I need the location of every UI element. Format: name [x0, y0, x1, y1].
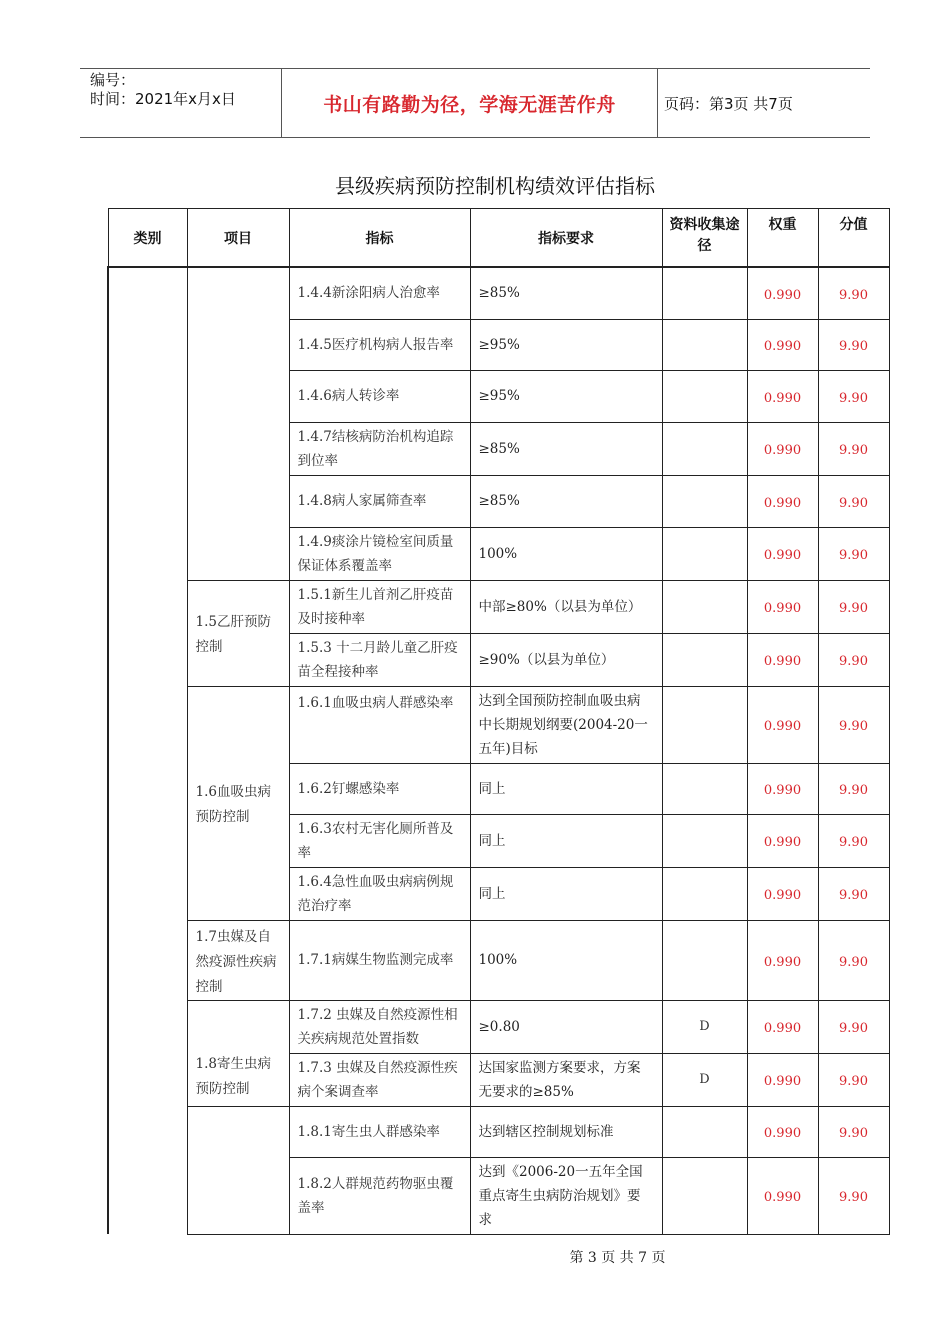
score-cell: 9.90: [818, 1106, 889, 1157]
weight-cell: 0.990: [747, 814, 818, 867]
table-row: [108, 1106, 889, 1157]
document-number: 编号：: [90, 71, 136, 89]
source-cell: [662, 422, 747, 475]
table-row: [108, 267, 889, 319]
table-header-row: [108, 209, 889, 268]
source-cell: D: [662, 1000, 747, 1053]
weight-cell: 0.990: [747, 633, 818, 686]
source-cell: [662, 267, 747, 319]
project-cell-1-8: 1.8寄生虫病预防控制: [187, 1000, 289, 1106]
requirement-cell: 同上: [470, 814, 662, 867]
column-header-indicator: 指标: [289, 209, 470, 268]
header-motto: 书山有路勤为径，学海无涯苦作舟: [281, 69, 658, 137]
score-cell: 9.90: [818, 422, 889, 475]
indicator-cell: 1.4.5医疗机构病人报告率: [289, 319, 470, 370]
requirement-cell: 100%: [470, 920, 662, 1000]
requirement-cell: ≥85%: [470, 475, 662, 527]
source-cell: [662, 920, 747, 1000]
header-meta: [90, 71, 280, 109]
weight-cell: 0.990: [747, 920, 818, 1000]
source-cell: [662, 527, 747, 580]
score-cell: 9.90: [818, 319, 889, 370]
indicator-cell: 1.4.9痰涂片镜检室间质量保证体系覆盖率: [289, 527, 470, 580]
table-row: [108, 920, 889, 1000]
weight-cell: 0.990: [747, 763, 818, 814]
column-header-weight: 权重: [747, 209, 818, 268]
source-cell: [662, 763, 747, 814]
requirement-cell: ≥95%: [470, 370, 662, 422]
requirement-cell: 中部≥80%（以县为单位）: [470, 580, 662, 633]
weight-cell: 0.990: [747, 370, 818, 422]
source-cell: [662, 1157, 747, 1234]
indicator-cell: 1.7.3 虫媒及自然疫源性疾病个案调查率: [289, 1053, 470, 1106]
indicator-cell: 1.4.8病人家属筛查率: [289, 475, 470, 527]
requirement-cell: 同上: [470, 867, 662, 920]
project-cell-1-5: 1.5乙肝预防控制: [187, 580, 289, 686]
indicator-cell: 1.5.3 十二月龄儿童乙肝疫苗全程接种率: [289, 633, 470, 686]
requirement-cell: 达到《2006-20一五年全国重点寄生虫病防治规划》要求: [470, 1157, 662, 1234]
indicator-cell: 1.6.2钉螺感染率: [289, 763, 470, 814]
weight-cell: 0.990: [747, 527, 818, 580]
requirement-cell: ≥85%: [470, 422, 662, 475]
table-row: [108, 1000, 889, 1053]
weight-cell: 0.990: [747, 475, 818, 527]
score-cell: 9.90: [818, 370, 889, 422]
weight-cell: 0.990: [747, 686, 818, 763]
requirement-cell: 达到全国预防控制血吸虫病中长期规划纲要(2004-20一五年)目标: [470, 686, 662, 763]
weight-cell: 0.990: [747, 1053, 818, 1106]
requirement-cell: 100%: [470, 527, 662, 580]
indicator-cell: 1.7.1病媒生物监测完成率: [289, 920, 470, 1000]
source-cell: [662, 319, 747, 370]
indicator-cell: 1.6.3农村无害化厕所普及率: [289, 814, 470, 867]
score-cell: 9.90: [818, 1053, 889, 1106]
indicator-cell: 1.5.1新生儿首剂乙肝疫苗及时接种率: [289, 580, 470, 633]
indicator-cell: 1.6.4急性血吸虫病病例规范治疗率: [289, 867, 470, 920]
source-cell: [662, 633, 747, 686]
indicator-cell: 1.4.7结核病防治机构追踪到位率: [289, 422, 470, 475]
weight-cell: 0.990: [747, 267, 818, 319]
score-cell: 9.90: [818, 633, 889, 686]
source-cell: [662, 686, 747, 763]
indicator-cell: 1.6.1血吸虫病人群感染率: [289, 686, 470, 763]
page-footer: 第 3 页 共 7 页: [569, 1250, 666, 1266]
indicator-cell: 1.4.6病人转诊率: [289, 370, 470, 422]
column-header-project: 项目: [187, 209, 289, 268]
requirement-cell: ≥0.80: [470, 1000, 662, 1053]
requirement-cell: ≥90%（以县为单位）: [470, 633, 662, 686]
indicator-cell: 1.8.1寄生虫人群感染率: [289, 1106, 470, 1157]
score-cell: 9.90: [818, 580, 889, 633]
weight-cell: 0.990: [747, 1106, 818, 1157]
score-cell: 9.90: [818, 920, 889, 1000]
weight-cell: 0.990: [747, 1157, 818, 1234]
score-cell: 9.90: [818, 686, 889, 763]
weight-cell: 0.990: [747, 580, 818, 633]
column-header-score: 分值: [818, 209, 889, 268]
source-cell: [662, 475, 747, 527]
score-cell: 9.90: [818, 267, 889, 319]
score-cell: 9.90: [818, 763, 889, 814]
score-cell: 9.90: [818, 1000, 889, 1053]
weight-cell: 0.990: [747, 422, 818, 475]
column-header-requirement: 指标要求: [470, 209, 662, 268]
category-cell: [108, 267, 187, 1234]
requirement-cell: 同上: [470, 763, 662, 814]
source-cell: [662, 1106, 747, 1157]
score-cell: 9.90: [818, 814, 889, 867]
indicator-cell: 1.7.2 虫媒及自然疫源性相关疾病规范处置指数: [289, 1000, 470, 1053]
column-header-category: 类别: [108, 209, 187, 268]
document-title: 县级疾病预防控制机构绩效评估指标: [335, 174, 655, 198]
source-cell: [662, 867, 747, 920]
score-cell: 9.90: [818, 1157, 889, 1234]
source-cell: [662, 580, 747, 633]
source-cell: [662, 370, 747, 422]
requirement-cell: 达国家监测方案要求，方案无要求的≥85%: [470, 1053, 662, 1106]
table-row: [108, 580, 889, 633]
requirement-cell: 达到辖区控制规划标准: [470, 1106, 662, 1157]
score-cell: 9.90: [818, 867, 889, 920]
source-cell: [662, 814, 747, 867]
project-cell-1-4: [187, 267, 289, 580]
page-header: [80, 68, 870, 138]
source-cell: D: [662, 1053, 747, 1106]
weight-cell: 0.990: [747, 1000, 818, 1053]
indicator-table: [107, 208, 890, 1235]
indicator-cell: 1.8.2人群规范药物驱虫覆盖率: [289, 1157, 470, 1234]
project-cell-1-6: 1.6血吸虫病预防控制: [187, 686, 289, 920]
document-time: 时间：2021年x月x日: [90, 90, 236, 108]
indicator-cell: 1.4.4新涂阳病人治愈率: [289, 267, 470, 319]
column-header-source: 资料收集途径: [662, 209, 747, 268]
weight-cell: 0.990: [747, 867, 818, 920]
requirement-cell: ≥95%: [470, 319, 662, 370]
project-cell-1-7: 1.7虫媒及自然疫源性疾病控制: [187, 920, 289, 1000]
header-page-number: 页码：第3页 共7页: [664, 95, 793, 113]
score-cell: 9.90: [818, 475, 889, 527]
weight-cell: 0.990: [747, 319, 818, 370]
requirement-cell: ≥85%: [470, 267, 662, 319]
project-cell-1-8-continued: [187, 1106, 289, 1234]
table-row: [108, 686, 889, 763]
score-cell: 9.90: [818, 527, 889, 580]
